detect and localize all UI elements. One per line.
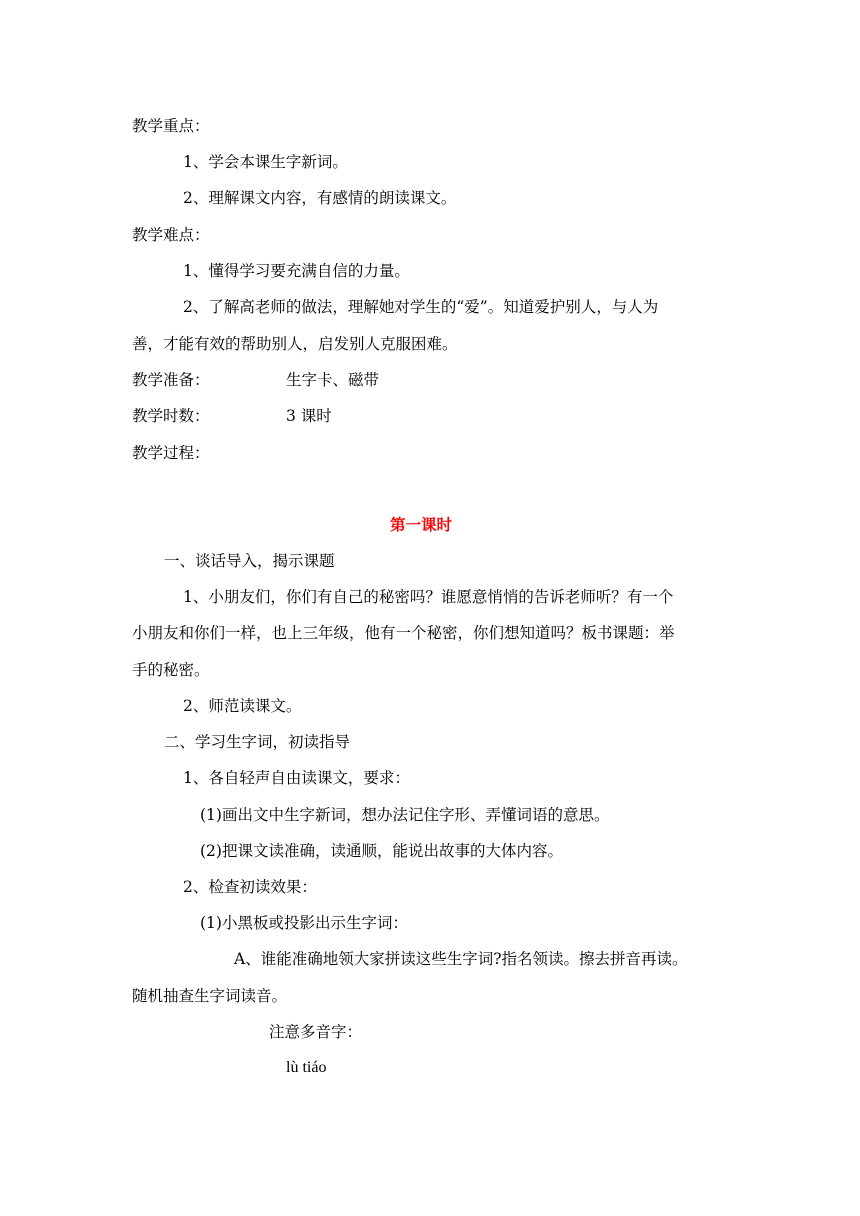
difficulties-heading: 教学难点： <box>132 226 210 244</box>
difficulty-1: 1、懂得学习要充满自信的力量。 <box>183 262 410 280</box>
section-2-item-1: 1、各自轻声自由读课文，要求： <box>183 769 410 787</box>
section-2-item-1-a: (1)画出文中生字新词，想办法记住字形、弄懂词语的意思。 <box>200 806 610 824</box>
hours-label: 教学时数： <box>132 407 210 425</box>
section-1-paragraph-1-line-3: 手的秘密。 <box>132 661 210 679</box>
section-2-heading: 二、学习生字词，初读指导 <box>164 733 351 751</box>
section-1-heading: 一、谈话导入，揭示课题 <box>164 552 335 570</box>
section-1-paragraph-2: 2、师范读课文。 <box>183 697 302 715</box>
prep-value: 生字卡、磁带 <box>286 371 380 389</box>
section-1-paragraph-1-line-1: 1、小朋友们，你们有自己的秘密吗？谁愿意悄悄的告诉老师听？有一个 <box>183 588 674 606</box>
section-1-paragraph-1-line-2: 小朋友和你们一样，也上三年级，他有一个秘密，你们想知道吗？板书课题：举 <box>132 624 675 642</box>
section-2-item-2-a: (1)小黑板或投影出示生字词： <box>200 914 408 932</box>
section-2-item-2: 2、检查初读效果： <box>183 878 317 896</box>
polyphone-label: 注意多音字： <box>269 1023 363 1041</box>
key-points-heading: 教学重点： <box>132 117 210 135</box>
section-2-item-2-a-A-line-1: A、谁能准确地领大家拼读这些生字词?指名领读。擦去拼音再读。 <box>234 950 688 968</box>
pinyin-text: lù tiáo <box>286 1059 327 1076</box>
hours-value: 3 课时 <box>286 407 332 425</box>
process-heading: 教学过程： <box>132 444 210 462</box>
key-point-2: 2、理解课文内容，有感情的朗读课文。 <box>183 189 457 207</box>
difficulty-2-line-1: 2、了解高老师的做法，理解她对学生的“爱”。知道爱护别人，与人为 <box>183 298 659 316</box>
section-2-item-1-b: (2)把课文读准确，读通顺，能说出故事的大体内容。 <box>200 842 563 860</box>
lesson-title: 第一课时 <box>390 515 453 534</box>
prep-label: 教学准备： <box>132 371 210 389</box>
difficulty-2-line-2: 善，才能有效的帮助别人，启发别人克服困难。 <box>132 335 458 353</box>
key-point-1: 1、学会本课生字新词。 <box>183 153 348 171</box>
section-2-item-2-a-A-line-2: 随机抽查生字词读音。 <box>132 987 288 1005</box>
